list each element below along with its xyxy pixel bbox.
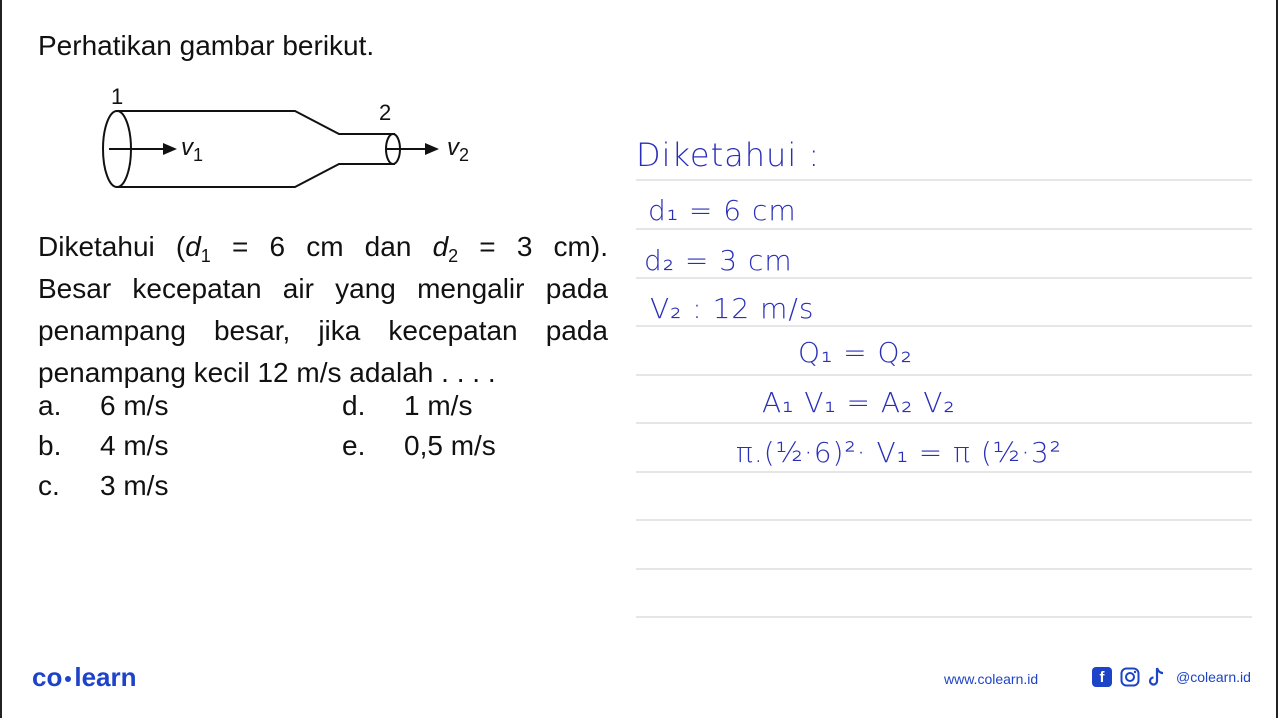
- social-handle[interactable]: @colearn.id: [1176, 669, 1251, 685]
- facebook-icon[interactable]: f: [1092, 667, 1112, 687]
- question-paragraph: [38, 226, 608, 394]
- option-c: c. 3 m/s: [38, 470, 169, 501]
- notes-d1: d₁ = 6 cm: [648, 194, 797, 227]
- pipe-diagram: [95, 82, 515, 199]
- section-label-2: 2: [379, 100, 392, 125]
- tiktok-icon[interactable]: [1148, 667, 1166, 687]
- paragraph-line-4: penampang kecil 12 m/s adalah . . . .: [38, 357, 496, 388]
- logo-dot: [65, 676, 71, 682]
- website-link[interactable]: www.colearn.id: [944, 671, 1039, 687]
- notes-equation-2: A₁ V₁ = A₂ V₂: [762, 386, 956, 419]
- social-links: [1092, 667, 1251, 687]
- option-a: a. 6 m/s: [38, 390, 169, 421]
- flow-arrow-1-head: [163, 143, 177, 155]
- notes-v2: V₂ : 12 m/s: [650, 292, 815, 325]
- instagram-icon[interactable]: [1120, 667, 1140, 687]
- paragraph-line-3: penampang besar, jika kecepatan pada: [38, 315, 608, 346]
- option-b: b. 4 m/s: [38, 430, 169, 461]
- option-d: d. 1 m/s: [342, 390, 473, 421]
- velocity-label-1: $v_1$: [181, 134, 204, 165]
- notes-d2: d₂ = 3 cm: [644, 244, 793, 277]
- notes-heading: Diketahui :: [636, 136, 821, 174]
- velocity-label-2: $v_2$: [447, 134, 470, 165]
- notes-equation-3: π.(½·6)²· V₁ = π (½·3²: [736, 436, 1062, 469]
- paragraph-line-1: Diketahui ($d_1 = 6$ cm dan $d_2 = 3$ cm).: [38, 231, 608, 266]
- pipe-top-edge: [117, 111, 395, 134]
- colearn-logo: co learn: [32, 662, 137, 692]
- question-title: Perhatikan gambar berikut.: [38, 30, 375, 61]
- section-label-1: 1: [111, 84, 124, 109]
- paragraph-line-2: Besar kecepatan air yang mengalir pada: [38, 273, 608, 304]
- pipe-bottom-edge: [117, 164, 395, 187]
- option-e: e. 0,5 m/s: [342, 430, 496, 461]
- notes-equation-1: Q₁ = Q₂: [798, 336, 913, 369]
- flow-arrow-2-head: [425, 143, 439, 155]
